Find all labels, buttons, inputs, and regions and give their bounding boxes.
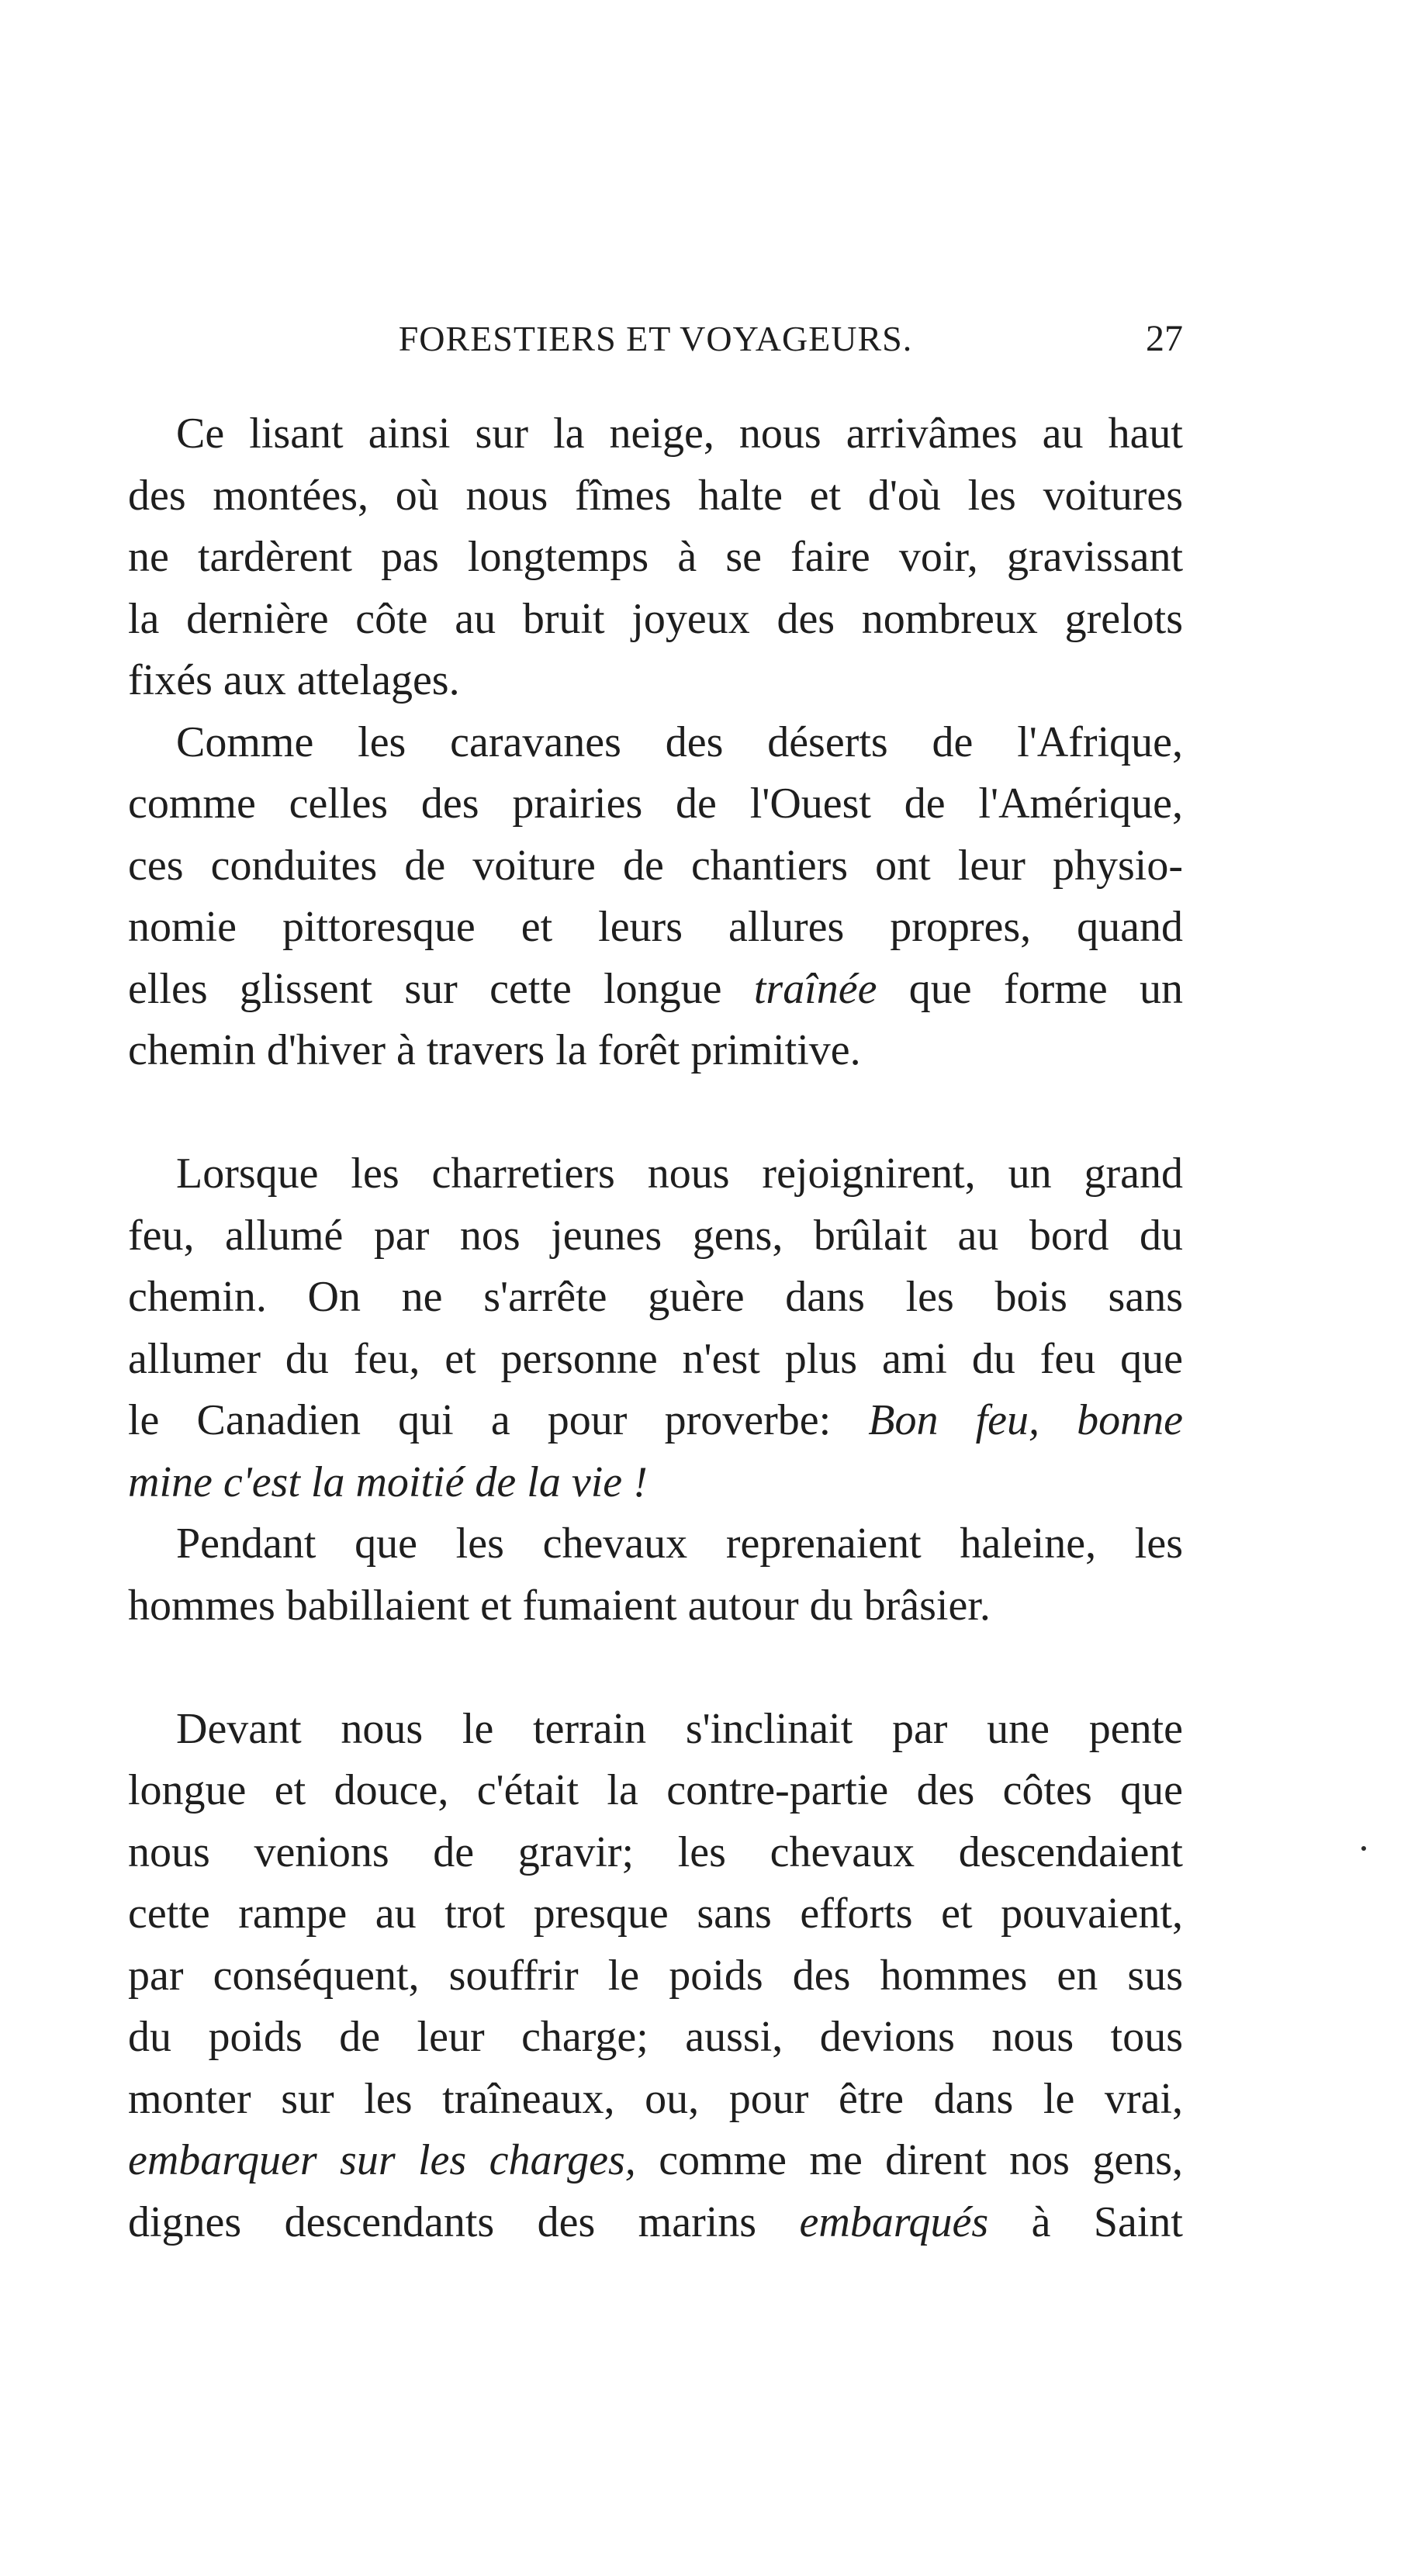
- text-line: [128, 2192, 1183, 2254]
- page-number: 27: [1146, 318, 1183, 359]
- page-header: [128, 312, 1183, 366]
- text-line: cette rampe au trot presque sans efforts et pouvaient,: [128, 1890, 1183, 1938]
- print-speck: [1361, 1846, 1366, 1851]
- text-line: allumer du feu, et personne n'est plus ami du feu que: [128, 1334, 1183, 1383]
- running-title: FORESTIERS ET VOYAGEURS.: [398, 319, 913, 358]
- text-segment: à Saint: [988, 2197, 1183, 2246]
- text-line: Devant nous le terrain s'inclinait par une pente: [176, 1704, 1183, 1753]
- text-line: longue et douce, c'était la contre-partie des côtes que: [128, 1766, 1183, 1814]
- text-line: [128, 1390, 1183, 1452]
- text-segment: dignes descendants des marins: [128, 2197, 800, 2246]
- text-line: chemin. On ne s'arrête guère dans les bois sans: [128, 1273, 1183, 1321]
- text-line: ces conduites de voiture de chantiers ont leur physio-: [128, 841, 1183, 890]
- text-line: par conséquent, souffrir le poids des hommes en sus: [128, 1951, 1183, 2000]
- paragraph-4: [128, 1513, 1183, 1637]
- text-line: [128, 2130, 1183, 2192]
- text-line: [128, 959, 1183, 1021]
- text-line: hommes babillaient et fumaient autour du brâsier.: [128, 1581, 991, 1630]
- text-line: nomie pittoresque et leurs allures propres, quand: [128, 903, 1183, 951]
- paragraph-gap: [128, 1082, 1183, 1144]
- italic-proverb: Bon feu, bonne: [868, 1396, 1183, 1444]
- text-line: monter sur les traîneaux, ou, pour être dans le vrai,: [128, 2074, 1183, 2123]
- text-segment: que forme un: [877, 964, 1183, 1013]
- paragraph-3: [128, 1143, 1183, 1513]
- italic-term: embarquer sur les charges,: [128, 2136, 636, 2184]
- text-segment: elles glissent sur cette longue: [128, 964, 754, 1013]
- text-line: Lorsque les charretiers nous rejoignirent, un grand: [176, 1150, 1183, 1198]
- paragraph-gap: [128, 1637, 1183, 1699]
- italic-term: embarqués: [799, 2197, 989, 2246]
- text-line: fixés aux attelages.: [128, 656, 460, 704]
- text-line: Ce lisant ainsi sur la neige, nous arrivâmes au haut: [176, 410, 1183, 458]
- text-line: nous venions de gravir; les chevaux descendaient: [128, 1827, 1183, 1876]
- paragraph-1: [128, 403, 1183, 712]
- text-line: chemin d'hiver à travers la forêt primitive.: [128, 1026, 861, 1074]
- text-segment: le Canadien qui a pour proverbe:: [128, 1396, 869, 1444]
- text-line: des montées, où nous fîmes halte et d'où les voitures: [128, 471, 1183, 520]
- italic-proverb-line: mine c'est la moitié de la vie !: [128, 1457, 648, 1506]
- text-line: comme celles des prairies de l'Ouest de l'Amérique,: [128, 780, 1183, 828]
- paragraph-2: [128, 712, 1183, 1082]
- text-segment: comme me dirent nos gens,: [635, 2136, 1184, 2184]
- text-line: Comme les caravanes des déserts de l'Afrique,: [176, 717, 1183, 766]
- italic-term: traînée: [753, 964, 877, 1013]
- text-line: la dernière côte au bruit joyeux des nombreux grelots: [128, 594, 1183, 643]
- text-line: feu, allumé par nos jeunes gens, brûlait au bord du: [128, 1211, 1183, 1260]
- text-line: ne tardèrent pas longtemps à se faire voir, gravissant: [128, 533, 1183, 581]
- text-line: du poids de leur charge; aussi, devions nous tous: [128, 2013, 1183, 2061]
- text-line: Pendant que les chevaux reprenaient haleine, les: [176, 1520, 1183, 1568]
- paragraph-5: [128, 1699, 1183, 2254]
- body-text: [128, 403, 1183, 2253]
